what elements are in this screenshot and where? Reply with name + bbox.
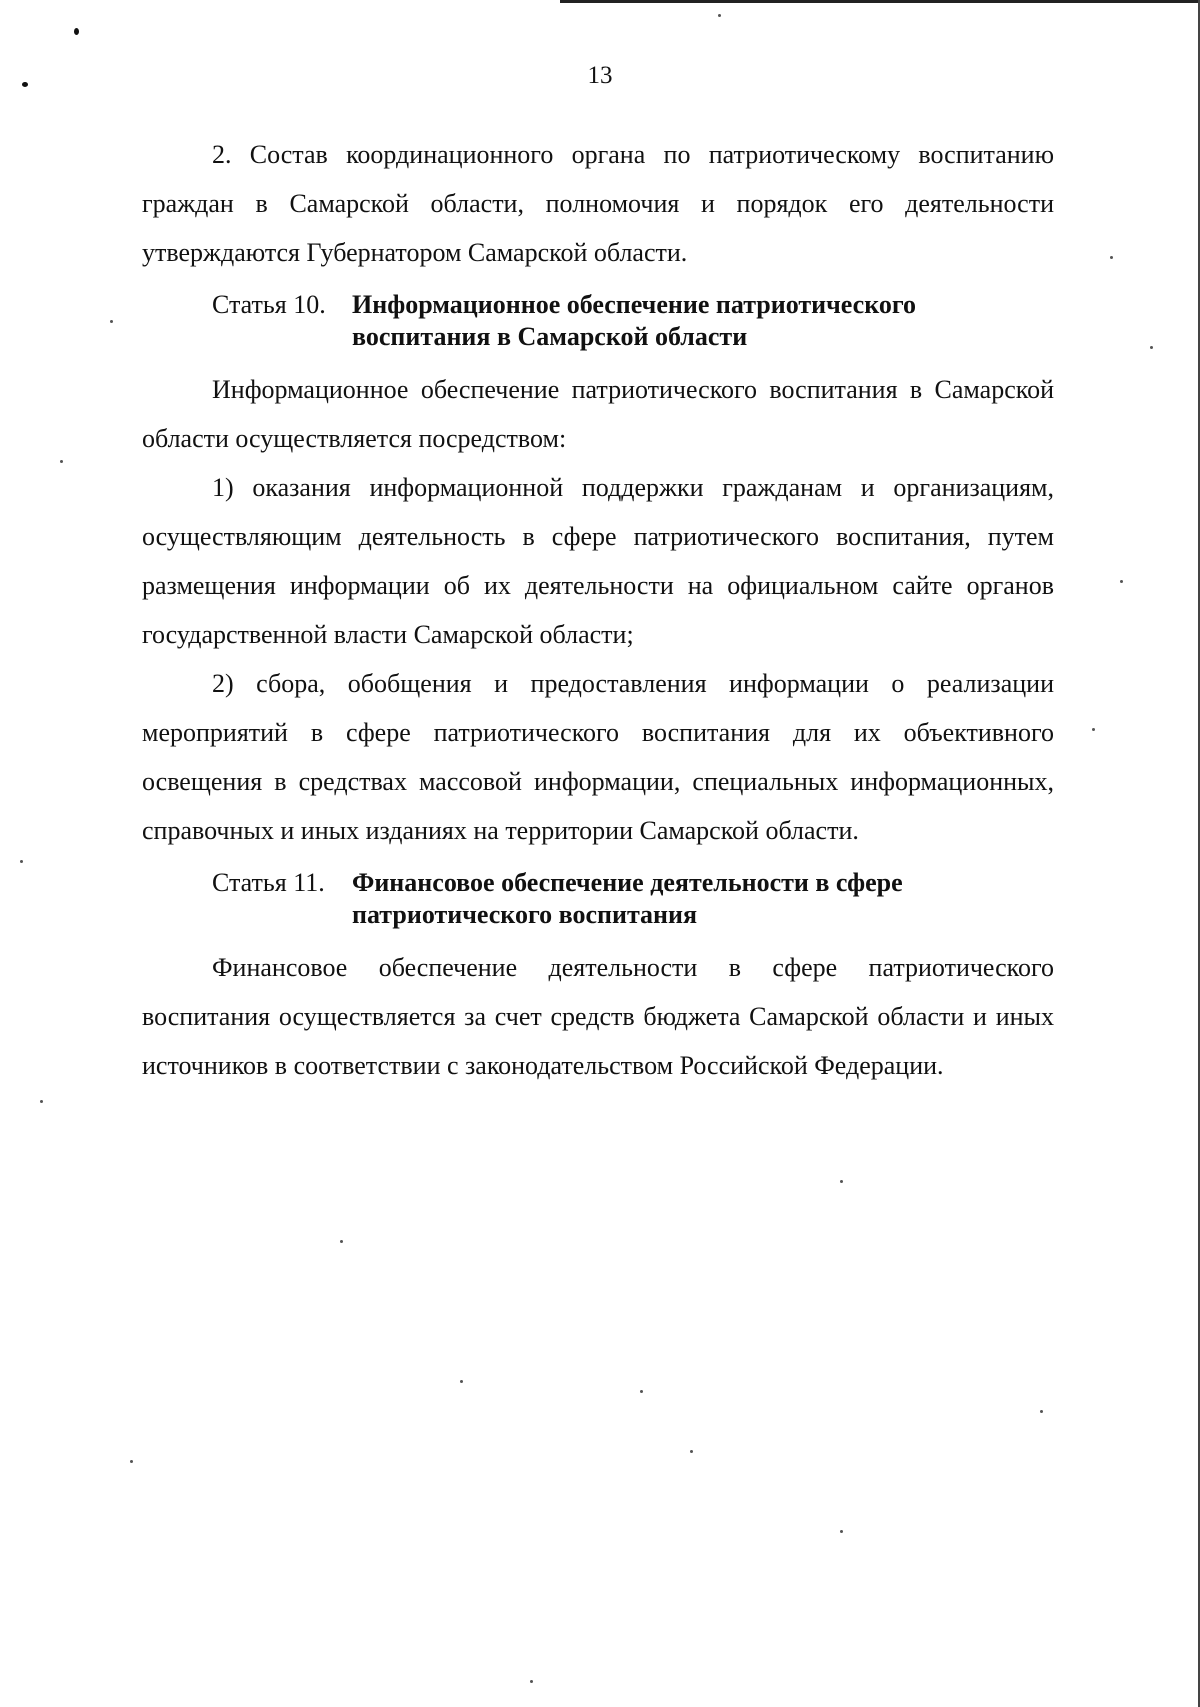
scan-speck	[718, 14, 721, 17]
scan-speck	[530, 1680, 533, 1683]
scan-speck	[340, 1240, 343, 1243]
article-10-heading	[142, 289, 1054, 353]
article-10-paragraph: 2) сбора, обобщения и предоставления информации о реализации мероприятий в сфере патриотического воспитания для их объективного освещения в средствах массовой информации, специальных информационных, справочных и иных изданиях на территории Самарской области.	[142, 669, 1054, 845]
article-10-paragraph: 1) оказания информационной поддержки гражданам и организациям, осуществляющим деятельность в сфере патриотического воспитания, путем размещения информации об их деятельности на официальном сайте органов государственной власти Самарской области;	[142, 473, 1054, 649]
article-10-title: Информационное обеспечение патриотического воспитания в Самарской области	[352, 290, 916, 351]
scan-speck	[1092, 728, 1095, 731]
scan-speck	[110, 320, 113, 323]
scan-speck	[40, 1100, 43, 1103]
scan-speck	[1110, 256, 1113, 259]
document-body	[142, 130, 1054, 1090]
article-11-paragraph: Финансовое обеспечение деятельности в сфере патриотического воспитания осуществляется за счет средств бюджета Самарской области и иных источников в соответствии с законодательством Российской Федерации.	[142, 953, 1054, 1080]
article-11-label: Статья 11.	[212, 868, 325, 897]
scan-speck	[74, 28, 79, 35]
scan-speck	[840, 1530, 843, 1533]
scan-speck	[60, 460, 63, 463]
scan-edge-line	[560, 0, 1200, 3]
paragraph-coordination-body: 2. Состав координационного органа по патриотическому воспитанию граждан в Самарской области, полномочия и порядок его деятельности утверждаются Губернатором Самарской области.	[142, 140, 1054, 267]
scan-speck	[130, 1460, 133, 1463]
scan-speck	[460, 1380, 463, 1383]
scan-speck	[640, 1390, 643, 1393]
scan-speck	[1150, 346, 1153, 349]
scan-speck	[1120, 580, 1123, 583]
page-number: 13	[587, 62, 613, 89]
article-11-heading	[142, 867, 1054, 931]
scan-speck	[20, 860, 23, 863]
article-10-label: Статья 10.	[212, 290, 326, 319]
scan-speck	[690, 1450, 693, 1453]
article-10-paragraph: Информационное обеспечение патриотического воспитания в Самарской области осуществляется посредством:	[142, 375, 1054, 453]
scan-speck	[840, 1180, 843, 1183]
scan-speck	[1040, 1410, 1043, 1413]
article-11-title: Финансовое обеспечение деятельности в сфере патриотического воспитания	[352, 868, 903, 929]
